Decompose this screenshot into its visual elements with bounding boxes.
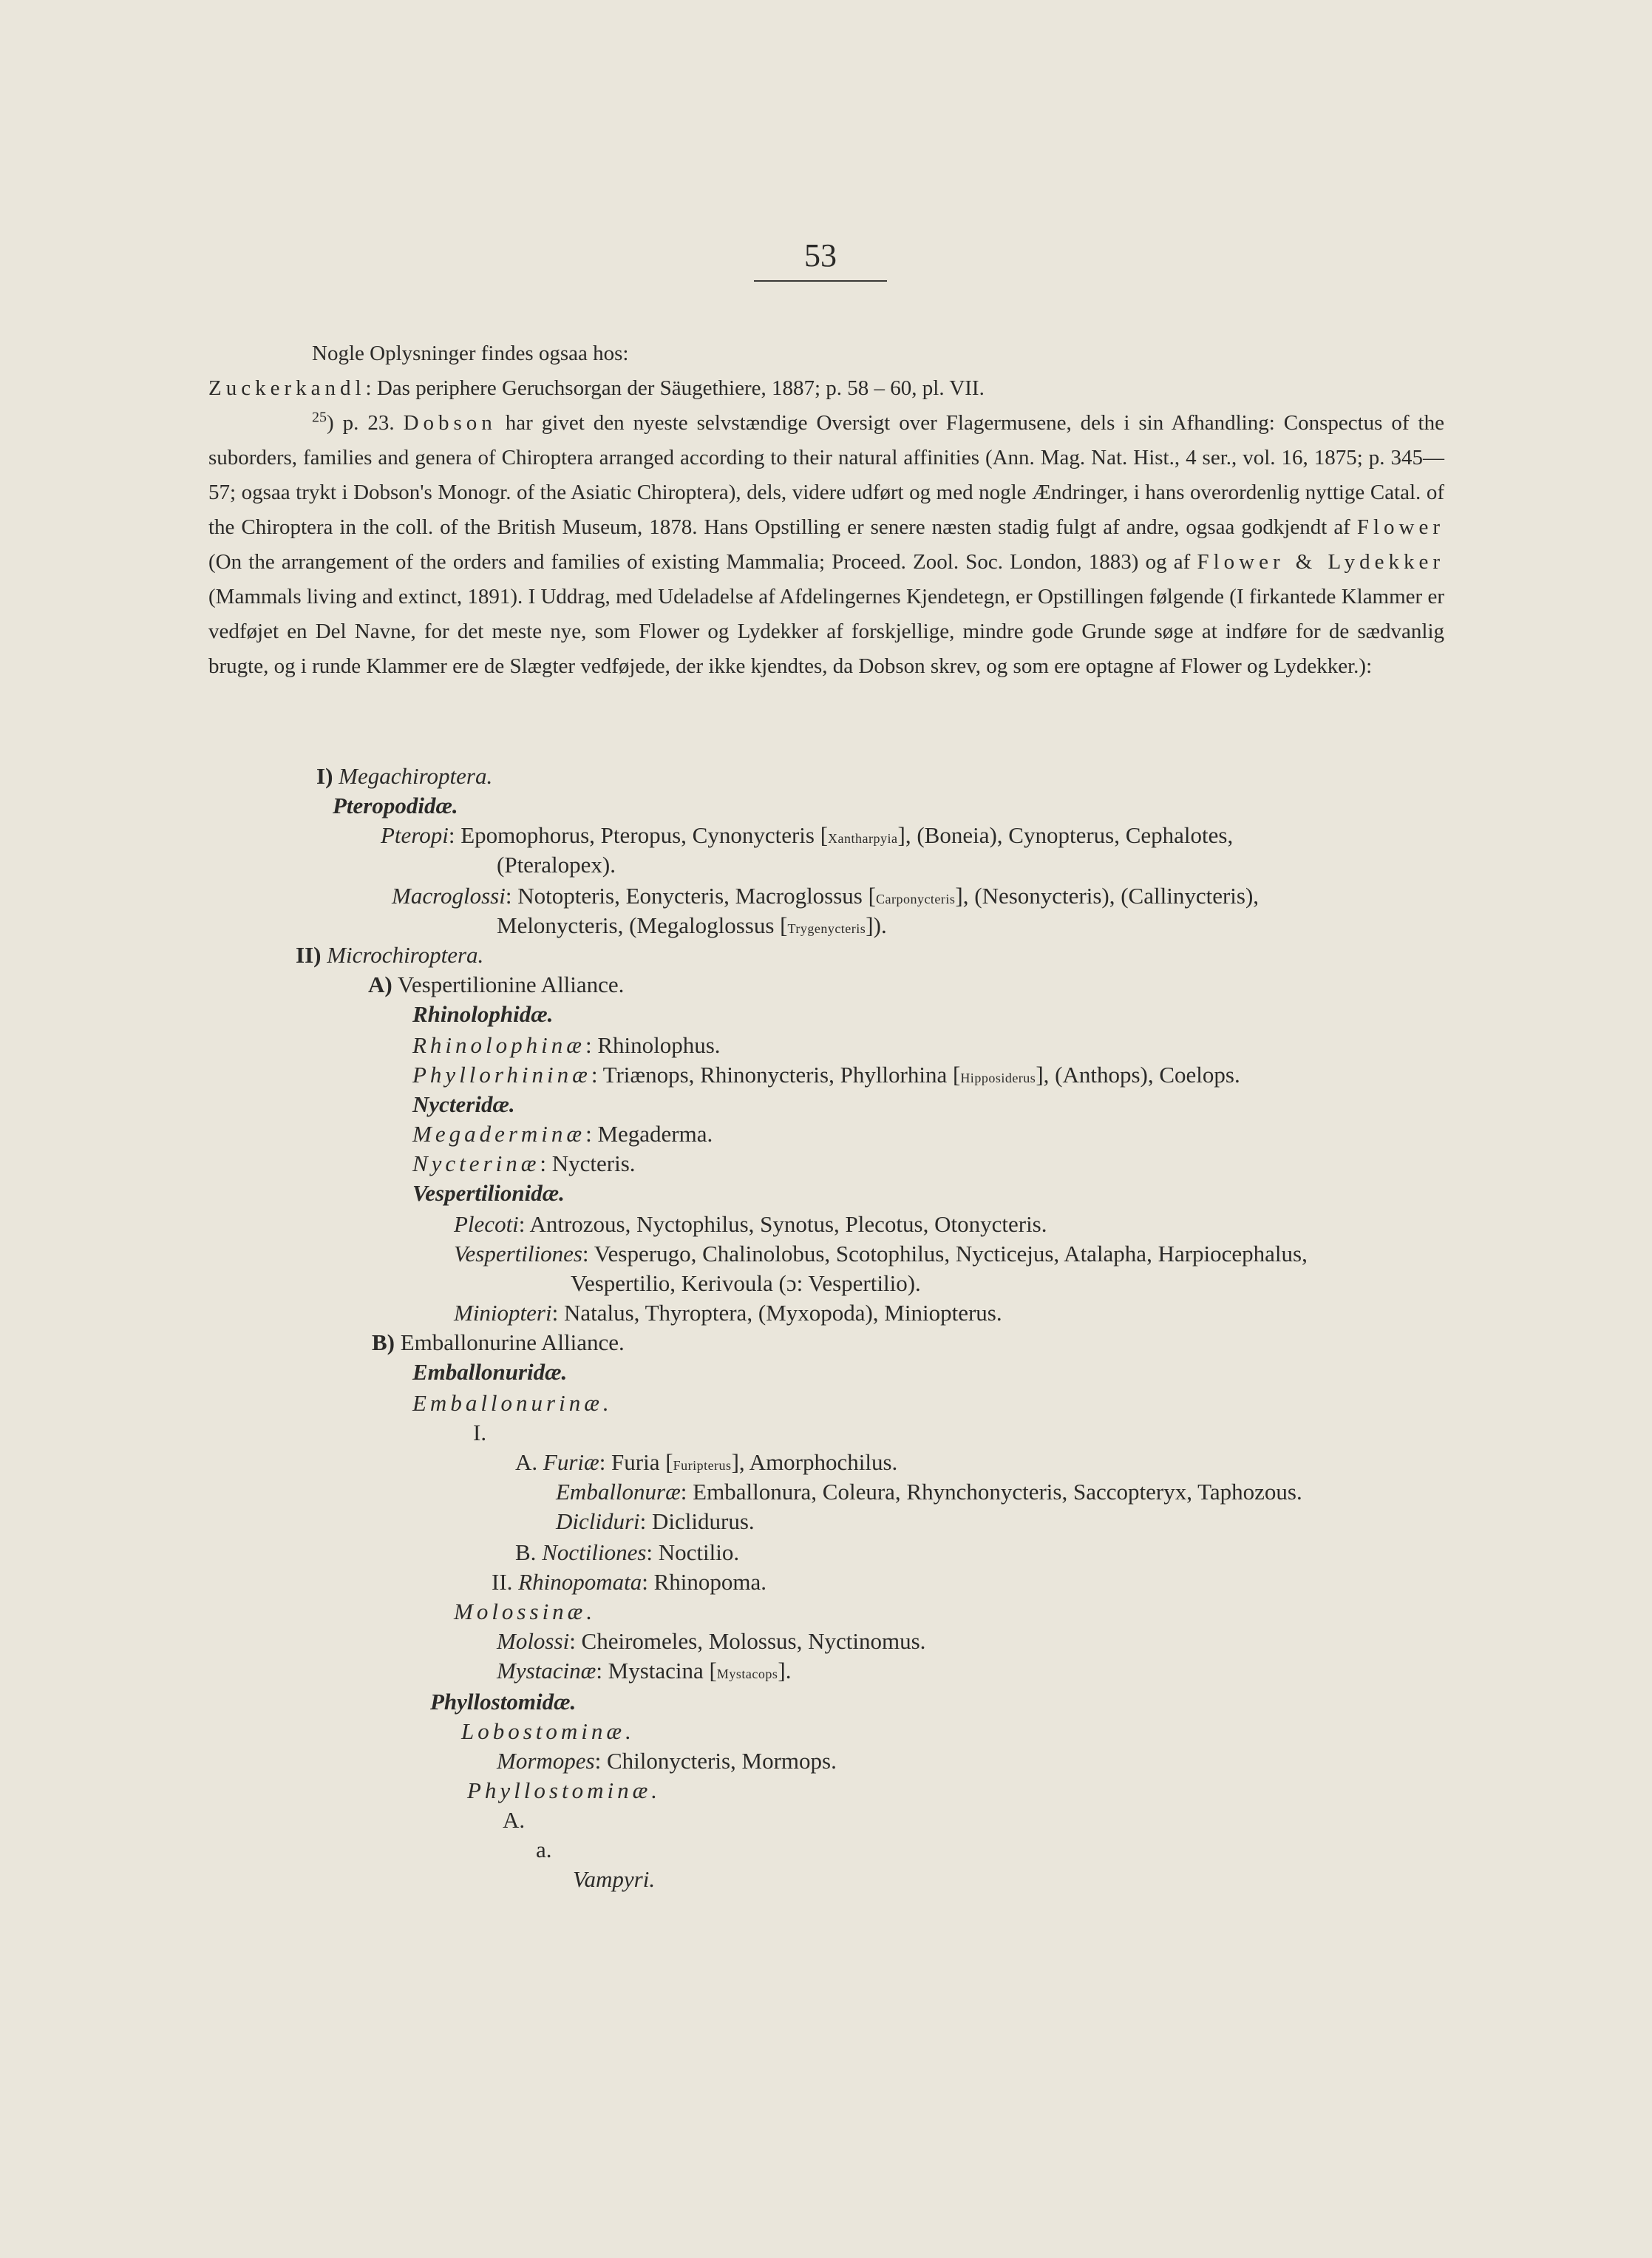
group-furiae: A. Furiæ: Furia [Furipterus], Amorphochilus. bbox=[515, 1449, 898, 1475]
group-miniopteri: Miniopteri: Natalus, Thyroptera, (Myxopoda), Miniopterus. bbox=[454, 1300, 1002, 1326]
group-emballonurae: Emballonuræ: Emballonura, Coleura, Rhynchonycteris, Saccopteryx, Taphozous. bbox=[556, 1479, 1302, 1505]
intro-line: Nogle Oplysninger findes ogsaa hos: bbox=[312, 342, 629, 365]
group-vampyri: Vampyri. bbox=[573, 1866, 656, 1892]
group-mystacinae: Mystacinæ: Mystacina [Mystacops]. bbox=[497, 1658, 792, 1684]
page-number: 53 bbox=[754, 237, 887, 282]
alliance-emballonurine: B) Emballonurine Alliance. bbox=[372, 1329, 625, 1355]
alliance-vespertilionine: A) Vespertilionine Alliance. bbox=[368, 972, 625, 997]
group-noctiliones: B. Noctiliones: Noctilio. bbox=[515, 1539, 740, 1565]
subfamily-lobostominae: Lobostominæ. bbox=[461, 1718, 635, 1744]
subfamily-phyllorhininae: Phyllorhininæ: Triænops, Rhinonycteris, Phyllorhina [Hipposiderus], (Anthops), Coelops. bbox=[412, 1062, 1240, 1088]
reference-zuckerkandl: Zuckerkandl: Das periphere Geruchsorgan der Säugethiere, 1887; p. 58 – 60, pl. VII. bbox=[208, 376, 985, 400]
notes-block bbox=[208, 336, 1444, 684]
family-pteropodidae: Pteropodidæ. bbox=[333, 793, 458, 818]
subfamily-rhinolophinae: Rhinolophinæ: Rhinolophus. bbox=[412, 1032, 721, 1058]
group-vespertiliones: Vespertiliones: Vesperugo, Chalinolobus, Scotophilus, Nycticejus, Atalapha, Harpiocephalus, bbox=[454, 1241, 1308, 1267]
group-rhinopomata: II. Rhinopomata: Rhinopoma. bbox=[492, 1569, 766, 1595]
subfamily-emballonurinae: Emballonurinæ. bbox=[412, 1390, 613, 1416]
section-a: A. bbox=[503, 1807, 526, 1833]
family-rhinolophidae: Rhinolophidæ. bbox=[412, 1001, 554, 1027]
subfamily-nycterinae: Nycterinæ: Nycteris. bbox=[412, 1150, 636, 1176]
author-name: Flower & Lydekker bbox=[1197, 550, 1444, 574]
group-pteropi: Pteropi: Epomophorus, Pteropus, Cynonycteris [Xantharpyia], (Boneia), Cynopterus, Cephalotes, bbox=[381, 822, 1234, 848]
section-a-small: a. bbox=[536, 1837, 552, 1862]
section-i: I. bbox=[473, 1420, 487, 1445]
group-plecoti: Plecoti: Antrozous, Nyctophilus, Synotus, Plecotus, Otonycteris. bbox=[454, 1211, 1047, 1237]
family-emballonuridae: Emballonuridæ. bbox=[412, 1359, 568, 1385]
subfamily-phyllostominae: Phyllostominæ. bbox=[467, 1777, 662, 1803]
footnote-25: $^{25}$) p. 23. Dobson har givet den nyeste selvstændige Oversigt over Flagermusene, dels i sin Afhandling: Conspectus of the suborders, families and genera of Chiroptera arranged according to their natural affinities (Ann. Mag. Nat. Hist., 4 ser., vol. 16, 1875; p. 345—57; ogsaa trykt i Dobson's Monogr. of the Asiatic Chiroptera), dels, videre udført og med nogle Ændringer, i hans overordenlig nyttige Catal. of the Chiroptera in the coll. of the British Museum, 1878. Hans Opstilling er senere næsten stadig fulgt af andre, ogsaa godkjendt af Flower (On the arrangement of the orders and families of existing Mammalia; Proceed. Zool. Soc. London, 1883) og af Flower & Lydekker (Mammals living and extinct, 1891). I Uddrag, med Udeladelse af Afdelingernes Kjendetegn, er Opstillingen følgende (I firkantede Klammer er vedføjet en Del Navne, for det meste nye, som Flower og Lydekker af forskjellige, mindre gode Grunde søge at indføre for de sædvanlig brugte, og i runde Klammer ere de Slægter vedføjede, der ikke kjendtes, da Dobson skrev, og som ere optagne af Flower og Lydekker.): bbox=[208, 409, 1444, 678]
group-vespertiliones-cont: Vespertilio, Kerivoula (ɔ: Vespertilio). bbox=[571, 1270, 921, 1296]
subfamily-megaderminae: Megaderminæ: Megaderma. bbox=[412, 1121, 713, 1147]
family-nycteridae: Nycteridæ. bbox=[412, 1091, 515, 1117]
author-name: Flower bbox=[1356, 515, 1444, 539]
order-megachiroptera: I) Megachiroptera. bbox=[316, 763, 493, 789]
group-macroglossi: Macroglossi: Notopteris, Eonycteris, Macroglossus [Carponycteris], (Nesonycteris), (Callinycteris), bbox=[392, 883, 1260, 909]
group-pteropi-cont: (Pteralopex). bbox=[497, 852, 616, 878]
subfamily-molossinae: Molossinæ. bbox=[454, 1598, 596, 1624]
family-phyllostomidae: Phyllostomidæ. bbox=[430, 1689, 577, 1715]
author-name: Zuckerkandl bbox=[208, 376, 366, 400]
order-microchiroptera: II) Microchiroptera. bbox=[296, 942, 484, 968]
footnote-number: 25 bbox=[312, 409, 327, 426]
group-mormopes: Mormopes: Chilonycteris, Mormops. bbox=[497, 1748, 837, 1774]
group-molossi: Molossi: Cheiromeles, Molossus, Nyctinomus. bbox=[497, 1628, 926, 1654]
author-name: Dobson bbox=[403, 411, 497, 435]
group-macroglossi-cont: Melonycteris, (Megaloglossus [Trygenycteris]). bbox=[497, 912, 887, 938]
group-dicliduri: Dicliduri: Diclidurus. bbox=[556, 1508, 755, 1534]
family-vespertilionidae: Vespertilionidæ. bbox=[412, 1180, 565, 1206]
